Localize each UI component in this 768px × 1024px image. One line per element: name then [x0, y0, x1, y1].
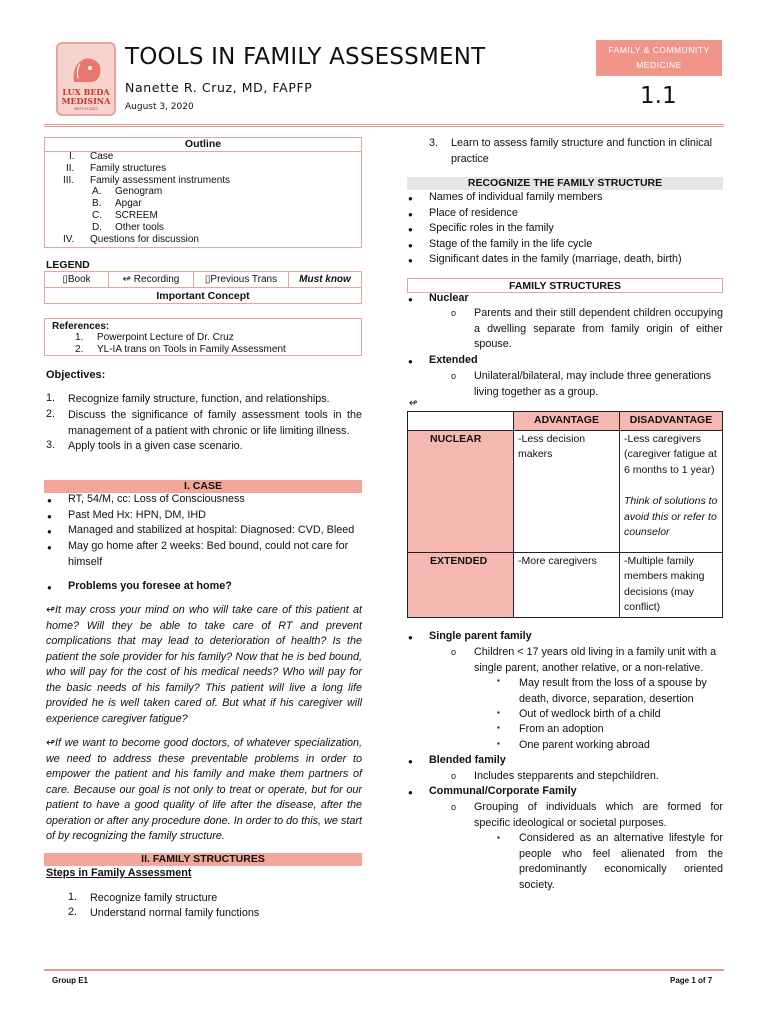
recognize-heading: RECOGNIZE THE FAMILY STRUCTURE — [407, 177, 723, 190]
bullet-icon: ● — [408, 256, 413, 265]
outline-item: Questions for discussion — [90, 234, 199, 245]
case-bullet: Managed and stabilized at hospital: Diagnosed: CVD, Bleed — [68, 524, 355, 536]
table-row — [408, 430, 723, 552]
case-bullet: RT, 54/M, cc: Loss of Consciousness — [68, 493, 245, 505]
single-parent-desc: Children < 17 years old living in a family unit with a single parent, another relative, or a non-relative. — [474, 646, 717, 674]
recording-icon: ↫ — [409, 398, 418, 409]
outline-item: Other tools — [115, 222, 164, 233]
table-cell-adv: -Less decision makers — [514, 430, 620, 552]
single-parent-sub: Out of wedlock birth of a child — [519, 708, 661, 720]
communal-desc: Grouping of individuals which are formed for specific ideological or societal purposes. — [474, 801, 723, 829]
bullet-icon: ● — [47, 527, 52, 536]
step-item: Recognize family structure — [90, 892, 218, 904]
legend-label: LEGEND — [46, 259, 90, 271]
table-cell-adv: -More caregivers — [514, 552, 620, 617]
outline-item: Case — [90, 151, 114, 162]
case-heading: I. CASE — [44, 480, 362, 493]
table-row-type: EXTENDED — [408, 552, 514, 617]
square-bullet-icon: ▪ — [497, 723, 500, 732]
recognize-item: Stage of the family in the life cycle — [429, 238, 593, 250]
bullet-icon: ● — [408, 225, 413, 234]
outline-num: II. — [66, 163, 75, 174]
legend-important: Important Concept — [156, 290, 250, 302]
bullet-icon: ● — [408, 295, 413, 304]
bullet-icon: ● — [408, 210, 413, 219]
recording-icon: ↫ — [46, 604, 56, 616]
footer-group: Group E1 — [52, 976, 89, 985]
outline-heading: Outline — [45, 138, 361, 152]
recognize-item: Place of residence — [429, 207, 518, 219]
communal-label: Communal/Corporate Family — [429, 785, 577, 797]
author: Nanette R. Cruz, MD, FAPFP — [125, 80, 313, 95]
square-bullet-icon: ▪ — [497, 833, 500, 842]
outline-num: B. — [92, 198, 102, 209]
ref-num: 2. — [75, 344, 84, 355]
bullet-icon: ● — [408, 241, 413, 250]
nuclear-label: Nuclear — [429, 292, 469, 304]
footer-page: Page 1 of 7 — [670, 976, 713, 985]
obj-num: 2. — [46, 408, 56, 420]
single-parent-sub: May result from the loss of a spouse by death, divorce, separation, desertion — [519, 677, 707, 705]
outline-num: IV. — [63, 234, 75, 245]
table-cell-dis: -Multiple family members making decisions (may conflict) — [620, 552, 723, 617]
obj-num: 3. — [46, 439, 56, 451]
extended-label: Extended — [429, 354, 478, 366]
table-header-disadvantage: DISADVANTAGE — [620, 412, 723, 431]
legend-prev-trans-label: Previous Trans — [210, 274, 278, 285]
step-num: 3. — [429, 137, 439, 149]
logo-sub: BATCH 2022 — [74, 106, 98, 111]
outline-item: Apgar — [115, 198, 142, 209]
ref-item: YL-IA trans on Tools in Family Assessment — [97, 344, 286, 355]
legend-must-know: Must know — [299, 274, 351, 285]
blended-desc: Includes stepparents and stepchildren. — [474, 770, 659, 782]
case-paragraph-1-text: It may cross your mind on who will take care of this patient at home? Will they be able to take care of RT and prevent complications that may lead to deterioration of health? Is the patient the sole provider for his family? Now that he is bed bound, who will pay for the cost of his medical needs? Who will pay for the basic needs of his family? This patient will live a long life provided he is well taken cared of. But what if his caregiver will experience caregiver fatigue? — [46, 604, 362, 725]
legend-recording — [109, 272, 194, 287]
subject-line2: MEDICINE — [636, 60, 682, 70]
ref-num: 1. — [75, 332, 84, 343]
objectives-label: Objectives: — [46, 369, 106, 381]
single-parent-sub: One parent working abroad — [519, 739, 650, 751]
table-header-advantage: ADVANTAGE — [514, 412, 620, 431]
single-parent-sub: From an adoption — [519, 723, 604, 735]
family-structures-heading: II. FAMILY STRUCTURES — [44, 853, 362, 866]
single-parent-label: Single parent family — [429, 630, 532, 642]
step-num: 2. — [68, 906, 78, 918]
outline-box — [44, 137, 362, 248]
bullet-icon: ● — [408, 757, 413, 766]
obj-num: 1. — [46, 392, 56, 404]
steps-label: Steps in Family Assessment — [46, 867, 192, 879]
header-divider-2 — [44, 126, 724, 127]
extended-desc: Unilateral/bilateral, may include three generations living together as a group. — [474, 370, 712, 398]
references-label: References: — [52, 321, 110, 332]
outline-num: C. — [92, 210, 102, 221]
outline-num: I. — [69, 151, 75, 162]
table-corner — [408, 412, 514, 431]
square-bullet-icon: ▪ — [497, 739, 500, 748]
case-paragraph-1 — [46, 603, 362, 727]
footer-divider — [44, 969, 724, 971]
header-divider — [44, 124, 724, 125]
outline-item: Family structures — [90, 163, 167, 174]
recording-icon: ↫ — [122, 274, 131, 285]
recognize-item: Names of individual family members — [429, 191, 603, 203]
objective-item: Apply tools in a given case scenario. — [68, 440, 243, 452]
prev-trans-icon: ▯ — [204, 274, 211, 285]
circle-bullet-icon: o — [451, 802, 457, 812]
table-row — [408, 552, 723, 617]
case-paragraph-2 — [46, 736, 362, 845]
bullet-icon: ● — [47, 543, 52, 552]
subject-line1: FAMILY & COMMUNITY — [608, 45, 710, 55]
outline-num: D. — [92, 222, 102, 233]
bullet-icon: ● — [47, 512, 52, 521]
circle-bullet-icon: o — [451, 308, 457, 318]
case-paragraph-2-text: If we want to become good doctors, of whatever specialization, we need to address these preventable problems in order to empower the patient and his family and make them partners of care. Because our goal is not only to treat or operate, but for our patient to have a good quality of life after the disease, after the operation or after any procedure done. In order to do this, we start of by recognizing the family structure. — [46, 737, 362, 842]
table-cell-dis-text: -Less caregivers (caregiver fatigue at 6 months to 1 year) — [624, 432, 717, 476]
objective-item: Recognize family structure, function, and relationships. — [68, 393, 330, 405]
ref-item: Powerpoint Lecture of Dr. Cruz — [97, 332, 234, 343]
bullet-icon: ● — [47, 583, 52, 592]
table-cell-note: Think of solutions to avoid this or refer to counselor — [624, 495, 718, 538]
legend-box — [44, 271, 362, 304]
lion-logo-icon — [66, 54, 106, 84]
table-cell-dis — [620, 430, 723, 552]
circle-bullet-icon: o — [451, 371, 457, 381]
comparison-table — [407, 411, 723, 618]
square-bullet-icon: ▪ — [497, 676, 500, 685]
outline-item: Genogram — [115, 186, 163, 197]
outline-num: III. — [63, 175, 75, 186]
case-bullet: Past Med Hx: HPN, DM, IHD — [68, 509, 206, 521]
legend-prev-trans — [194, 272, 289, 287]
outline-item: SCREEM — [115, 210, 158, 221]
communal-sub: Considered as an alternative lifestyle for people who feel alienated from the predominantly economically oriented society. — [519, 832, 723, 891]
bullet-icon: ● — [408, 633, 413, 642]
page-title: TOOLS IN FAMILY ASSESSMENT — [125, 44, 486, 70]
table-row-type: NUCLEAR — [408, 430, 514, 552]
bullet-icon: ● — [408, 788, 413, 797]
recording-icon: ↫ — [46, 737, 56, 749]
step-item: Understand normal family functions — [90, 907, 260, 919]
blended-label: Blended family — [429, 754, 506, 766]
circle-bullet-icon: o — [451, 647, 457, 657]
outline-item: Family assessment instruments — [90, 175, 231, 186]
recognize-item: Significant dates in the family (marriage, death, birth) — [429, 253, 682, 265]
problems-question: Problems you foresee at home? — [68, 580, 232, 592]
objective-item: Discuss the significance of family assessment tools in the management of a patient with chronic or life limiting illness. — [68, 409, 362, 437]
square-bullet-icon: ▪ — [497, 708, 500, 717]
legend-book-label: Book — [67, 274, 91, 285]
step-item: Learn to assess family structure and function in clinical practice — [451, 137, 713, 165]
date: August 3, 2020 — [125, 102, 194, 112]
family-structures-subheading: FAMILY STRUCTURES — [407, 278, 723, 293]
legend-book — [45, 272, 109, 287]
recognize-item: Specific roles in the family — [429, 222, 554, 234]
references-box — [44, 318, 362, 356]
case-bullet: May go home after 2 weeks: Bed bound, could not care for himself — [68, 540, 349, 568]
legend-recording-label: Recording — [133, 274, 180, 285]
logo-text: LUX BEDA MEDISINA — [61, 87, 111, 106]
step-num: 1. — [68, 891, 78, 903]
book-icon: ▯ — [62, 274, 68, 285]
bullet-icon: ● — [408, 194, 413, 203]
subject-badge — [596, 40, 722, 76]
logo — [56, 42, 116, 116]
nuclear-desc: Parents and their still dependent children occupying a dwelling separate from family origin of either spouse. — [474, 307, 723, 350]
bullet-icon: ● — [408, 357, 413, 366]
circle-bullet-icon: o — [451, 771, 457, 781]
outline-num: A. — [92, 186, 102, 197]
bullet-icon: ● — [47, 496, 52, 505]
section-number: 1.1 — [640, 83, 677, 109]
